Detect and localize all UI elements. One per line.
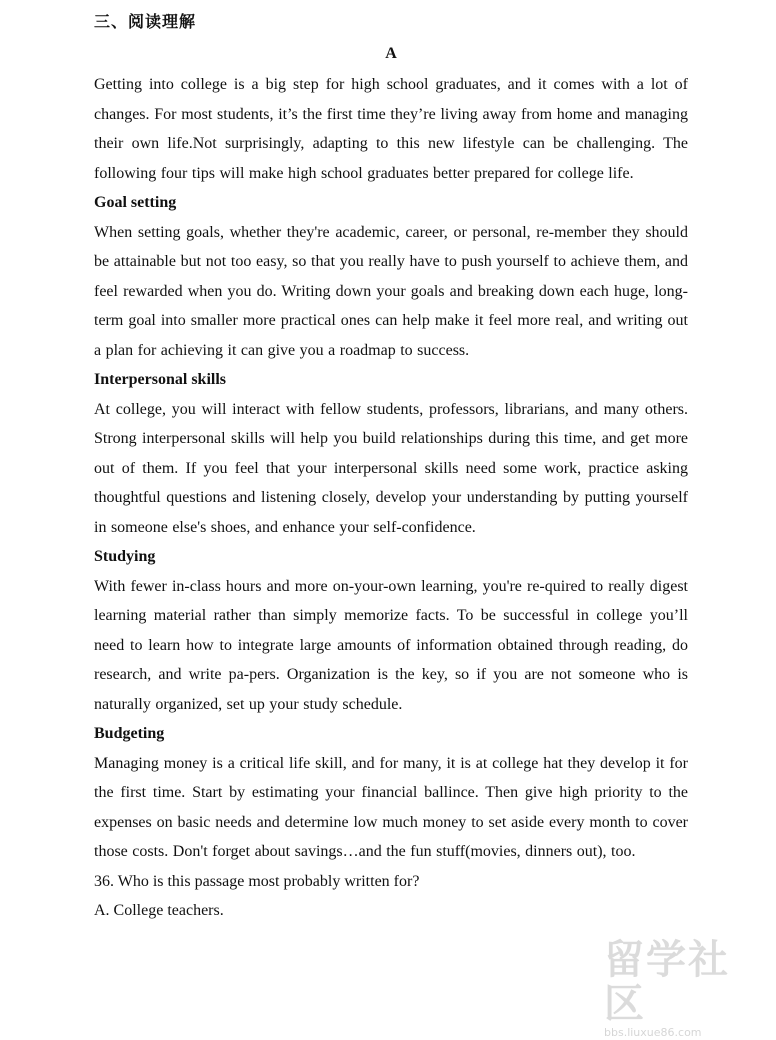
- tip-heading-studying: Studying: [94, 548, 156, 565]
- tip-body-budgeting: Managing money is a critical life skill, and for many, it is at college hat they develop it for the first time. Start by estimating your financial ballince. Then give high priority to the expenses on basic needs and determine low much money to set aside every month to cover those costs. Don't forget about savings…and the fun stuff(movies, dinners out), too.: [94, 754, 688, 860]
- part-label: A: [385, 45, 397, 62]
- tip-body-studying: With fewer in-class hours and more on-your-own learning, you're re-quired to really digest learning material rather than simply memorize facts. To be successful in college you’ll need to learn how to integrate large amounts of information obtained through reading, do research, and write pa-pers. Organization is the key, so if you are not someone who is naturally organized, set up your study schedule.: [94, 577, 688, 713]
- question-36: 36. Who is this passage most probably written for?: [94, 872, 420, 890]
- document-page: [94, 10, 688, 926]
- intro-paragraph: Getting into college is a big step for high school graduates, and it comes with a lot of changes. For most students, it’s the first time they’re living away from home and managing their own life.Not surprisingly, adapting to this new lifestyle can be challenging. The following four tips will make high school graduates better prepared for college life.: [94, 76, 688, 182]
- watermark-logo-text: 留学社区: [604, 937, 730, 1027]
- tip-heading-goal-setting: Goal setting: [94, 194, 177, 211]
- watermark-url: bbs.liuxue86.com: [604, 1026, 702, 1039]
- section-title: 三、阅读理解: [94, 12, 197, 31]
- tip-heading-interpersonal-skills: Interpersonal skills: [94, 371, 227, 388]
- tip-heading-budgeting: Budgeting: [94, 725, 165, 742]
- tip-body-goal-setting: When setting goals, whether they're academic, career, or personal, re-member they should be attainable but not too easy, so that you really have to push yourself to achieve them, and feel rewarded when you do. Writing down your goals and breaking down each huge, long-term goal into smaller more practical ones can help make it feel more real, and writing out a plan for achieving it can give you a roadmap to success.: [94, 223, 688, 359]
- option-a: A. College teachers.: [94, 902, 224, 919]
- tip-body-interpersonal-skills: At college, you will interact with fellow students, professors, librarians, and many others. Strong interpersonal skills will help you build relationships during this time, and get more out of them. If you feel that your interpersonal skills need some work, practice asking thoughtful questions and listening closely, develop your understanding by putting yourself in someone else's shoes, and enhance your self-confidence.: [94, 400, 688, 536]
- site-watermark: [604, 937, 764, 1039]
